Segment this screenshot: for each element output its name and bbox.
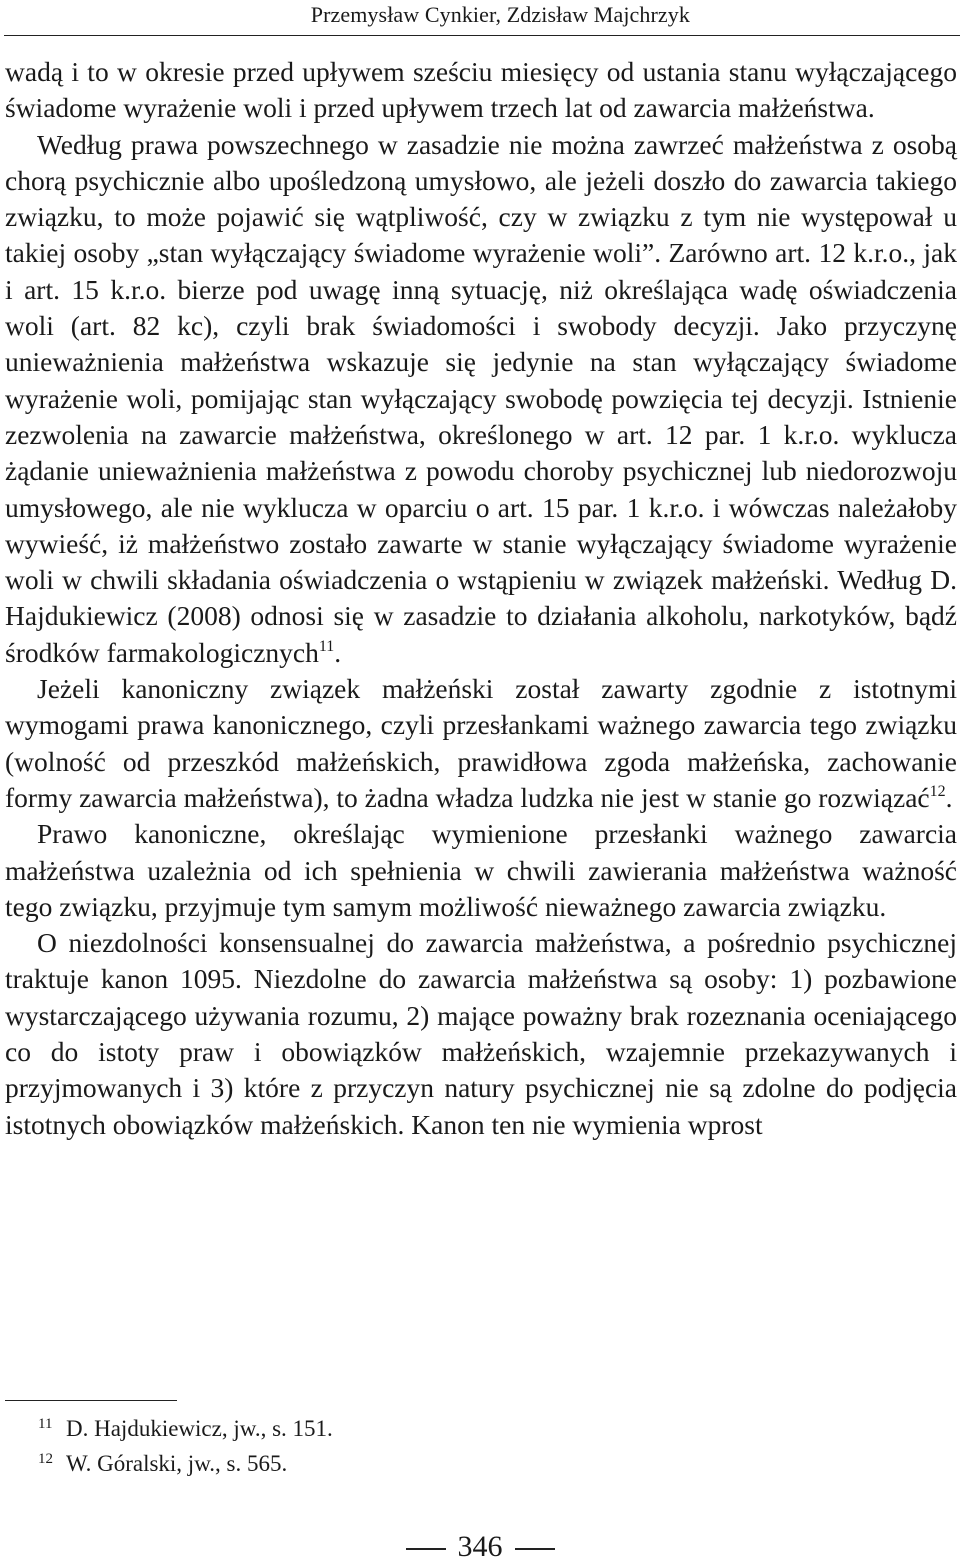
footnote-text: W. Góralski, jw., s. 565. — [66, 1451, 288, 1476]
paragraph-1: wadą i to w okresie przed upływem sześciu miesięcy od ustania stanu wyłączającego świadome wyrażenie woli i przed upływem trzech lat od zawarcia małżeństwa. — [5, 56, 957, 124]
paragraph-4: Prawo kanoniczne, określając wymienione przesłanki ważnego zawarcia małżeństwa uzależnia od ich spełnienia w chwili zawierania małżeństwa ważność tego związku, przyjmuje tym samym możliwość nieważnego zawarcia związku. — [5, 818, 957, 922]
footnote-ref-11: 11 — [318, 637, 335, 655]
footnote-text: D. Hajdukiewicz, jw., s. 151. — [66, 1416, 333, 1441]
header-rule — [4, 35, 960, 36]
footnote-ref-12: 12 — [929, 782, 946, 800]
running-header: Przemysław Cynkier, Zdzisław Majchrzyk — [310, 2, 690, 27]
paragraph-2-end: . — [334, 636, 342, 668]
paragraph-2 — [5, 127, 957, 671]
body-text — [5, 54, 957, 1143]
page-number-dash-right — [515, 1548, 555, 1550]
paragraph-3-text: Jeżeli kanoniczny związek małżeński został zawarty zgodnie z istotnymi wymogami prawa kanonicznego, czyli przesłankami ważnego zawarcia tego związku (wolność od przeszkód małżeńskich, prawidłowa zgoda małżeńska, zachowanie formy zawarcia małżeństwa), to żadna władza ludzka nie jest w stanie go rozwiązać — [5, 673, 957, 813]
page-number-block — [0, 1530, 960, 1564]
footnote-number: 12 — [38, 1451, 53, 1467]
page-number-dash-left — [406, 1548, 446, 1550]
paragraph-2-text: Według prawa powszechnego w zasadzie nie można zawrzeć małżeństwa z osobą chorą psychicznie albo upośledzoną umysłowo, ale jeżeli doszło do zawarcia takiego związku, to może pojawić się wątpliwość, czy w związku z tym nie występował u takiej osoby „stan wyłączający świadome wyrażenie woli”. Zarówno art. 12 k.r.o., jak i art. 15 k.r.o. bierze pod uwagę inną sytuację, niż określająca wadę oświadczenia woli (art. 82 kc), czyli brak świadomości i swobody decyzji. Jako przyczynę unieważnienia małżeństwa wskazuje się jedynie na stan wyłączający świadome wyrażenie woli, pomijając stan wyłączający swobodę powzięcia tej decyzji. Istnienie zezwolenia na zawarcie małżeństwa, określonego w art. 12 par. 1 k.r.o. wyklucza żądanie unieważnienia małżeństwa z powodu choroby psychicznej lub niedorozwoju umysłowego, ale nie wyklucza w oparciu o art. 15 par. 1 k.r.o. i wówczas należałoby wywieść, iż małżeństwo zostało zawarte w stanie wyłączający świadome wyrażenie woli w chwili składania oświadczenia o wstąpieniu w związek małżeński. Według D. Hajdukiewicz (2008) odnosi się w zasadzie to działania alkoholu, narkotyków, bądź środków farmakologicznych — [5, 128, 957, 668]
paragraph-5: O niezdolności konsensualnej do zawarcia małżeństwa, a pośrednio psychicznej traktuje kanon 1095. Niezdolne do zawarcia małżeństwa są osoby: 1) pozbawione wystarczającego używania rozumu, 2) mające poważny brak rozeznania oceniającego co do istoty praw i obowiązków małżeńskich, wzajemnie przekazywanych i przyjmowanych i 3) które z przyczyn natury psychicznej nie są zdolne do podjęcia istotnych obowiązków małżeńskich. Kanon ten nie wymienia wprost — [5, 927, 957, 1140]
footnote-11 — [38, 1409, 333, 1444]
paragraph-3 — [5, 671, 957, 816]
footnote-number: 11 — [38, 1416, 53, 1432]
footnote-12 — [38, 1444, 333, 1479]
footnotes — [38, 1409, 333, 1479]
paragraph-3-end: . — [945, 781, 953, 813]
page-number: 346 — [457, 1530, 503, 1563]
footnote-separator — [5, 1400, 177, 1401]
